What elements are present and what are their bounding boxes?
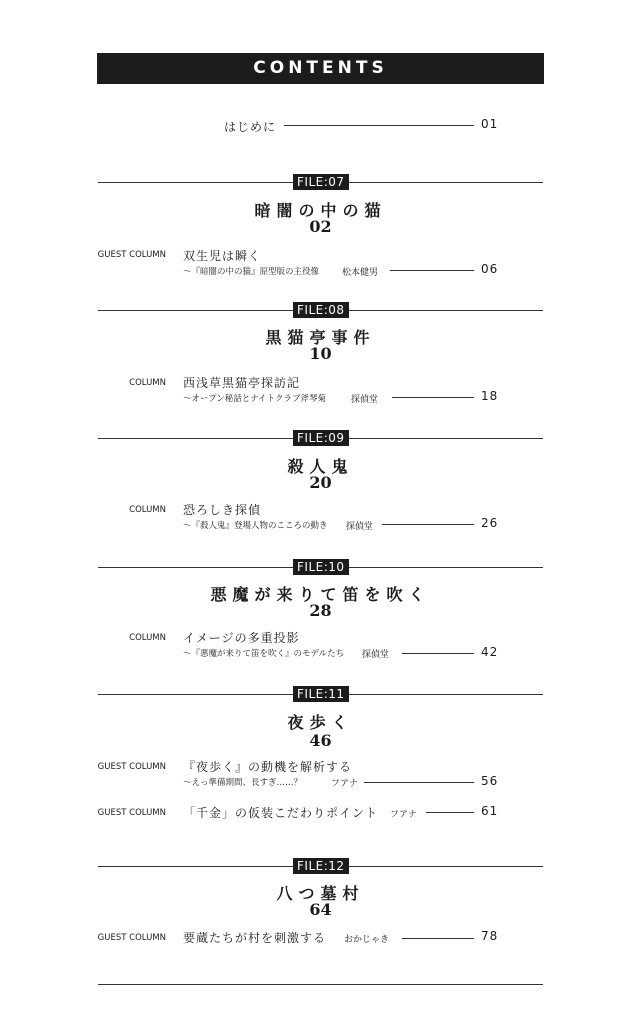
file10-title[interactable]: 悪魔が来りて笛を吹く (210, 585, 431, 604)
file09-column-author: 探偵堂 (346, 522, 374, 532)
file11-column2-type: GUEST COLUMN (97, 808, 166, 818)
file12-page: 64 (309, 900, 332, 919)
file11-column1-leader-line (364, 782, 474, 783)
file11-column2-title[interactable]: 「千金」の仮装こだわりポイント (183, 806, 379, 820)
file07-page: 02 (309, 217, 332, 236)
file10-column-author: 探偵堂 (362, 650, 390, 660)
file10-column-type: COLUMN (129, 633, 166, 643)
file11-column2-page: 61 (481, 804, 499, 818)
file08-title[interactable]: 黒猫亭事件 (265, 328, 376, 347)
file11-column1-page: 56 (481, 774, 499, 788)
file09-tag: FILE:09 (293, 430, 349, 446)
file08-column-subtitle: 〜オープン秘話とナイトクラブ斧琴菊 (183, 394, 326, 404)
contents-header: CONTENTS (97, 53, 544, 84)
file10-tag: FILE:10 (293, 559, 349, 575)
file12-column-page: 78 (481, 929, 499, 943)
file10-page: 28 (309, 601, 332, 620)
file07-column-type: GUEST COLUMN (97, 250, 166, 260)
file09-page: 20 (309, 473, 332, 492)
file11-column1-subtitle: 〜えっ準備期間、長すぎ……？ (183, 778, 303, 788)
file11-column1-title[interactable]: 『夜歩く』の動機を解析する (183, 760, 353, 774)
file07-title[interactable]: 暗闇の中の猫 (254, 201, 387, 220)
file08-column-leader-line (392, 397, 474, 398)
file08-column-type: COLUMN (129, 378, 166, 388)
file12-title[interactable]: 八つ墓村 (276, 884, 365, 903)
file11-column2-author: フアナ (390, 810, 418, 820)
intro-page: 01 (481, 117, 499, 131)
file09-title[interactable]: 殺人鬼 (287, 457, 354, 476)
file07-column-title[interactable]: 双生児は瞬く (183, 249, 262, 263)
file10-column-page: 42 (481, 645, 499, 659)
intro-leader-line (284, 125, 474, 126)
file11-column1-type: GUEST COLUMN (97, 762, 166, 772)
file09-column-title[interactable]: 恐ろしき探偵 (183, 503, 262, 517)
intro-label[interactable]: はじめに (224, 120, 277, 134)
file07-column-page: 06 (481, 262, 499, 276)
file11-column1-author: フアナ (331, 779, 359, 789)
file08-column-title[interactable]: 西浅草黒猫亭探訪記 (183, 376, 301, 390)
file11-tag: FILE:11 (293, 686, 349, 702)
file07-column-subtitle: 〜『暗闇の中の猫』原型版の主役像 (183, 267, 320, 277)
file09-column-page: 26 (481, 516, 499, 530)
file07-tag: FILE:07 (293, 174, 349, 190)
file09-column-leader-line (382, 524, 474, 525)
file12-column-author: おかじゃき (344, 935, 390, 945)
file10-column-leader-line (402, 653, 474, 654)
file10-column-title[interactable]: イメージの多重投影 (183, 631, 300, 645)
file07-column-leader-line (390, 270, 474, 271)
file12-column-title[interactable]: 要蔵たちが村を刺激する (183, 931, 327, 945)
file08-column-author: 探偵堂 (351, 395, 379, 405)
file09-column-subtitle: 〜『殺人鬼』登場人物のこころの動き (183, 521, 328, 531)
file08-page: 10 (309, 344, 332, 363)
file12-column-type: GUEST COLUMN (97, 933, 166, 943)
file09-column-type: COLUMN (129, 505, 166, 515)
file08-tag: FILE:08 (293, 302, 349, 318)
file10-column-subtitle: 〜『悪魔が来りて笛を吹く』のモデルたち (183, 649, 345, 659)
file12-tag: FILE:12 (293, 858, 349, 874)
file11-page: 46 (309, 731, 332, 750)
file11-title[interactable]: 夜歩く (287, 713, 354, 732)
file07-column-author: 松本健男 (342, 268, 379, 278)
file08-column-page: 18 (481, 389, 499, 403)
bottom-divider (98, 984, 543, 985)
file12-column-leader-line (402, 938, 474, 939)
file11-column2-leader-line (426, 812, 474, 813)
